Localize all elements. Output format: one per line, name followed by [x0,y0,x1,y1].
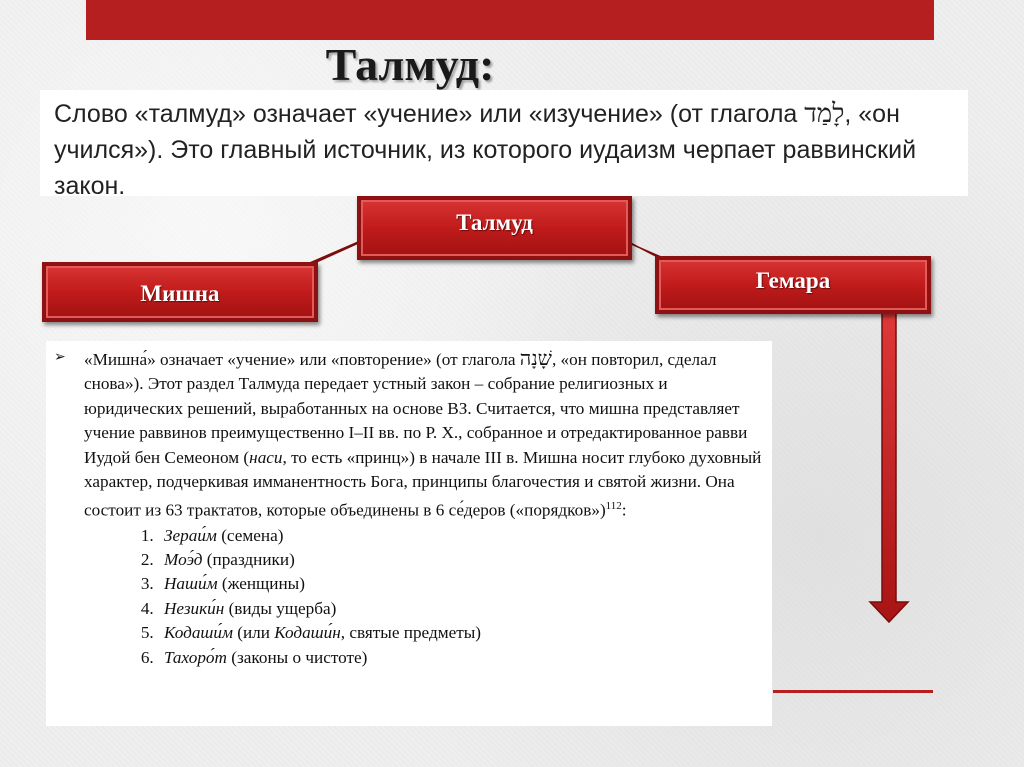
mishna-description-box [46,341,772,726]
talmud-box-label: Талмуд [456,210,533,235]
treatise-note: (праздники) [202,549,295,569]
treatise-name: Зераи́м [164,525,217,545]
treatise-name: Тахоро́т [164,647,227,667]
list-item [158,621,762,645]
mishna-text-end: : [621,501,627,521]
treatise-note: (виды ущерба) [224,598,337,618]
intro-text-part2: , «он учился»). Это главный источник, из которого иудаизм черпает раввинский закон. [54,100,917,200]
gemara-box-label: Гемара [755,268,831,293]
list-item [158,572,762,596]
intro-text-part1: Слово «талмуд» означает «учение» или «изучение» (от глагола [54,100,805,128]
mishna-paragraph [84,346,762,524]
intro-hebrew-word: לָמַד [804,99,845,129]
slide-title: Талмуд: [325,39,495,90]
talmud-box [357,196,632,260]
treatise-note: (или [232,623,275,643]
mishna-box-label: Мишна [140,281,220,306]
arrow-down-from-gemara [870,292,908,622]
treatise-note: (законы о чистоте) [226,647,368,667]
treatise-name: Незики́н [164,598,225,618]
treatise-name: Моэ́д [164,549,203,569]
treatises-list [54,524,762,670]
footnote-ref: 112 [605,500,622,513]
treatise-alt-note: , святые предметы) [340,623,481,643]
intro-text-box [40,90,968,200]
list-item [158,524,762,548]
gemara-box [655,256,931,314]
treatise-alt-name: Кодаши́н [274,623,341,643]
mishna-text-before: «Мишна́» означает «учение» или «повторение» (от глагола [84,350,520,369]
treatise-note: (женщины) [217,574,305,594]
treatise-note: (семена) [216,525,284,545]
nasi-term: наси [249,447,283,467]
list-item [158,597,762,621]
list-item [158,646,762,670]
mishna-text-middle2: , то есть «принц») в начале III в. Мишна носит глубоко духовный характер, подчеркивая имманентность Бога, принципы благочестия и святой жизни. Она состоит из 63 трактатов, которые объединены в 6 се́деров («порядков») [84,447,762,521]
mishna-box [42,262,318,322]
mishna-bullet [54,346,762,524]
mishna-text-middle1: , «он повторил, сделал снова»). Этот раздел Талмуда передает устный закон – собрание религиозных и юридических решений, выработанных на основе ВЗ. Считается, что мишна представляет учение раввинов преимущественно I–II вв. по Р. Х., собранное и отредактированное равви Иудой бен Семеоном ( [84,350,748,467]
bottom-accent-line [773,690,933,693]
treatise-name: Кодаши́м [164,623,233,643]
arrow-bullet-icon: ➢ [54,350,66,365]
treatise-name: Наши́м [164,574,218,594]
list-item [158,548,762,572]
top-accent-bar [86,0,934,40]
mishna-hebrew-word: שָׁנָה [519,346,552,370]
